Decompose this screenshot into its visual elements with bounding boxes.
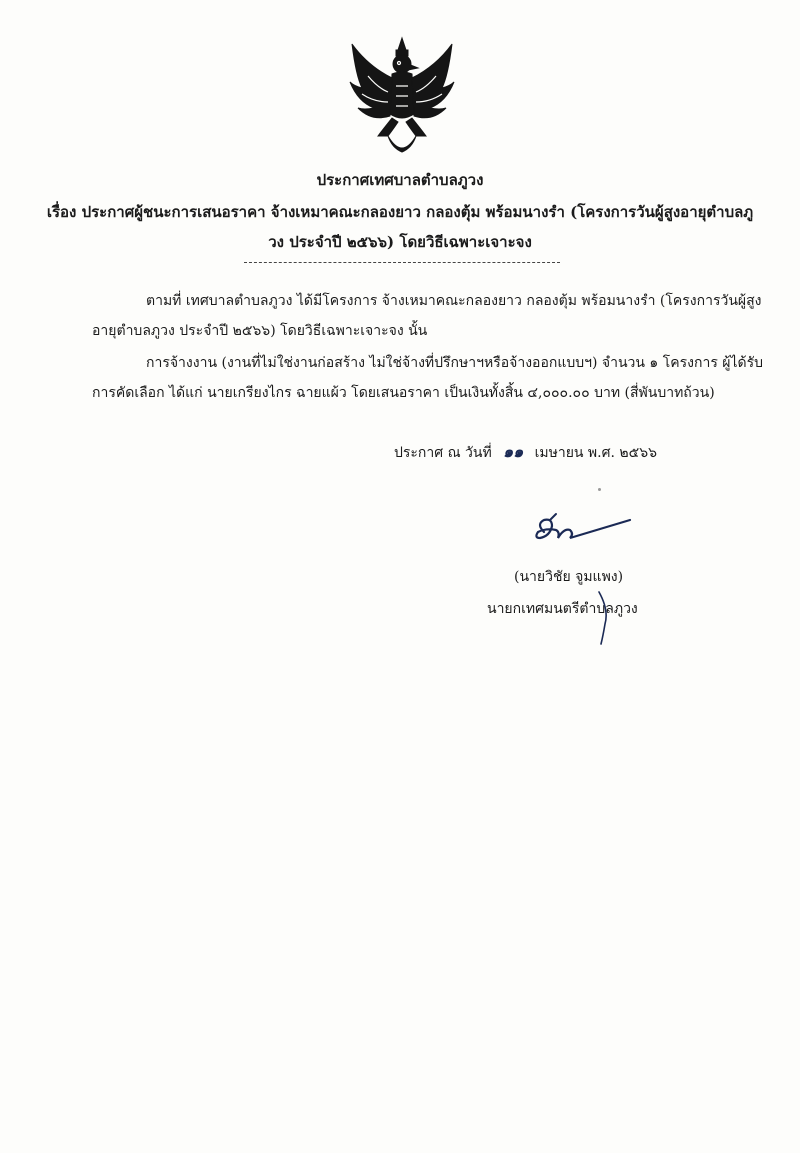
subject-line-2: วง ประจำปี ๒๕๖๖) โดยวิธีเฉพาะเจาะจง bbox=[268, 233, 532, 251]
paragraph-1-line-2: อายุตำบลภูวง ประจำปี ๒๕๖๖) โดยวิธีเฉพาะเจาะจง นั้น bbox=[92, 323, 428, 339]
paragraph-1-line-1: ตามที่ เทศบาลตำบลภูวง ได้มีโครงการ จ้างเหมาคณะกลองยาว กลองตุ้ม พร้อมนางรำ (โครงการวันผู้สูง bbox=[146, 293, 762, 309]
signer-name: (นายวิชัย จูมแพง) bbox=[514, 569, 624, 585]
announcement-title: ประกาศเทศบาลตำบลภูวง bbox=[316, 171, 484, 189]
paragraph-2-line-1: การจ้างงาน (งานที่ไม่ใช่งานก่อสร้าง ไม่ใช่จ้างที่ปรึกษาฯหรือจ้างออกแบบฯ) จำนวน ๑ โครงการ ผู้ได้รับ bbox=[146, 355, 764, 371]
announcement-date bbox=[394, 440, 657, 465]
date-prefix: ประกาศ ณ วันที่ bbox=[394, 445, 492, 461]
date-suffix: เมษายน พ.ศ. ๒๕๖๖ bbox=[534, 445, 657, 461]
date-day-handwritten: ๑๑ bbox=[503, 442, 524, 461]
paragraph-2-line-2: การคัดเลือก ได้แก่ นายเกรียงไกร ฉายแผ้ว โดยเสนอราคา เป็นเงินทั้งสิ้น ๔,๐๐๐.๐๐ บาท (สี่พันบาทถ้วน) bbox=[92, 385, 715, 401]
handwritten-signature-icon bbox=[530, 510, 650, 550]
title-divider bbox=[244, 262, 560, 263]
garuda-emblem-icon bbox=[348, 36, 456, 160]
signer-position: นายกเทศมนตรีตำบลภูวง bbox=[487, 601, 638, 617]
pen-mark-icon bbox=[595, 590, 615, 646]
subject-line-1: เรื่อง ประกาศผู้ชนะการเสนอราคา จ้างเหมาคณะกลองยาว กลองตุ้ม พร้อมนางรำ (โครงการวันผู้สูงอายุตำบลภู bbox=[46, 203, 754, 221]
paper-speck bbox=[598, 488, 601, 491]
